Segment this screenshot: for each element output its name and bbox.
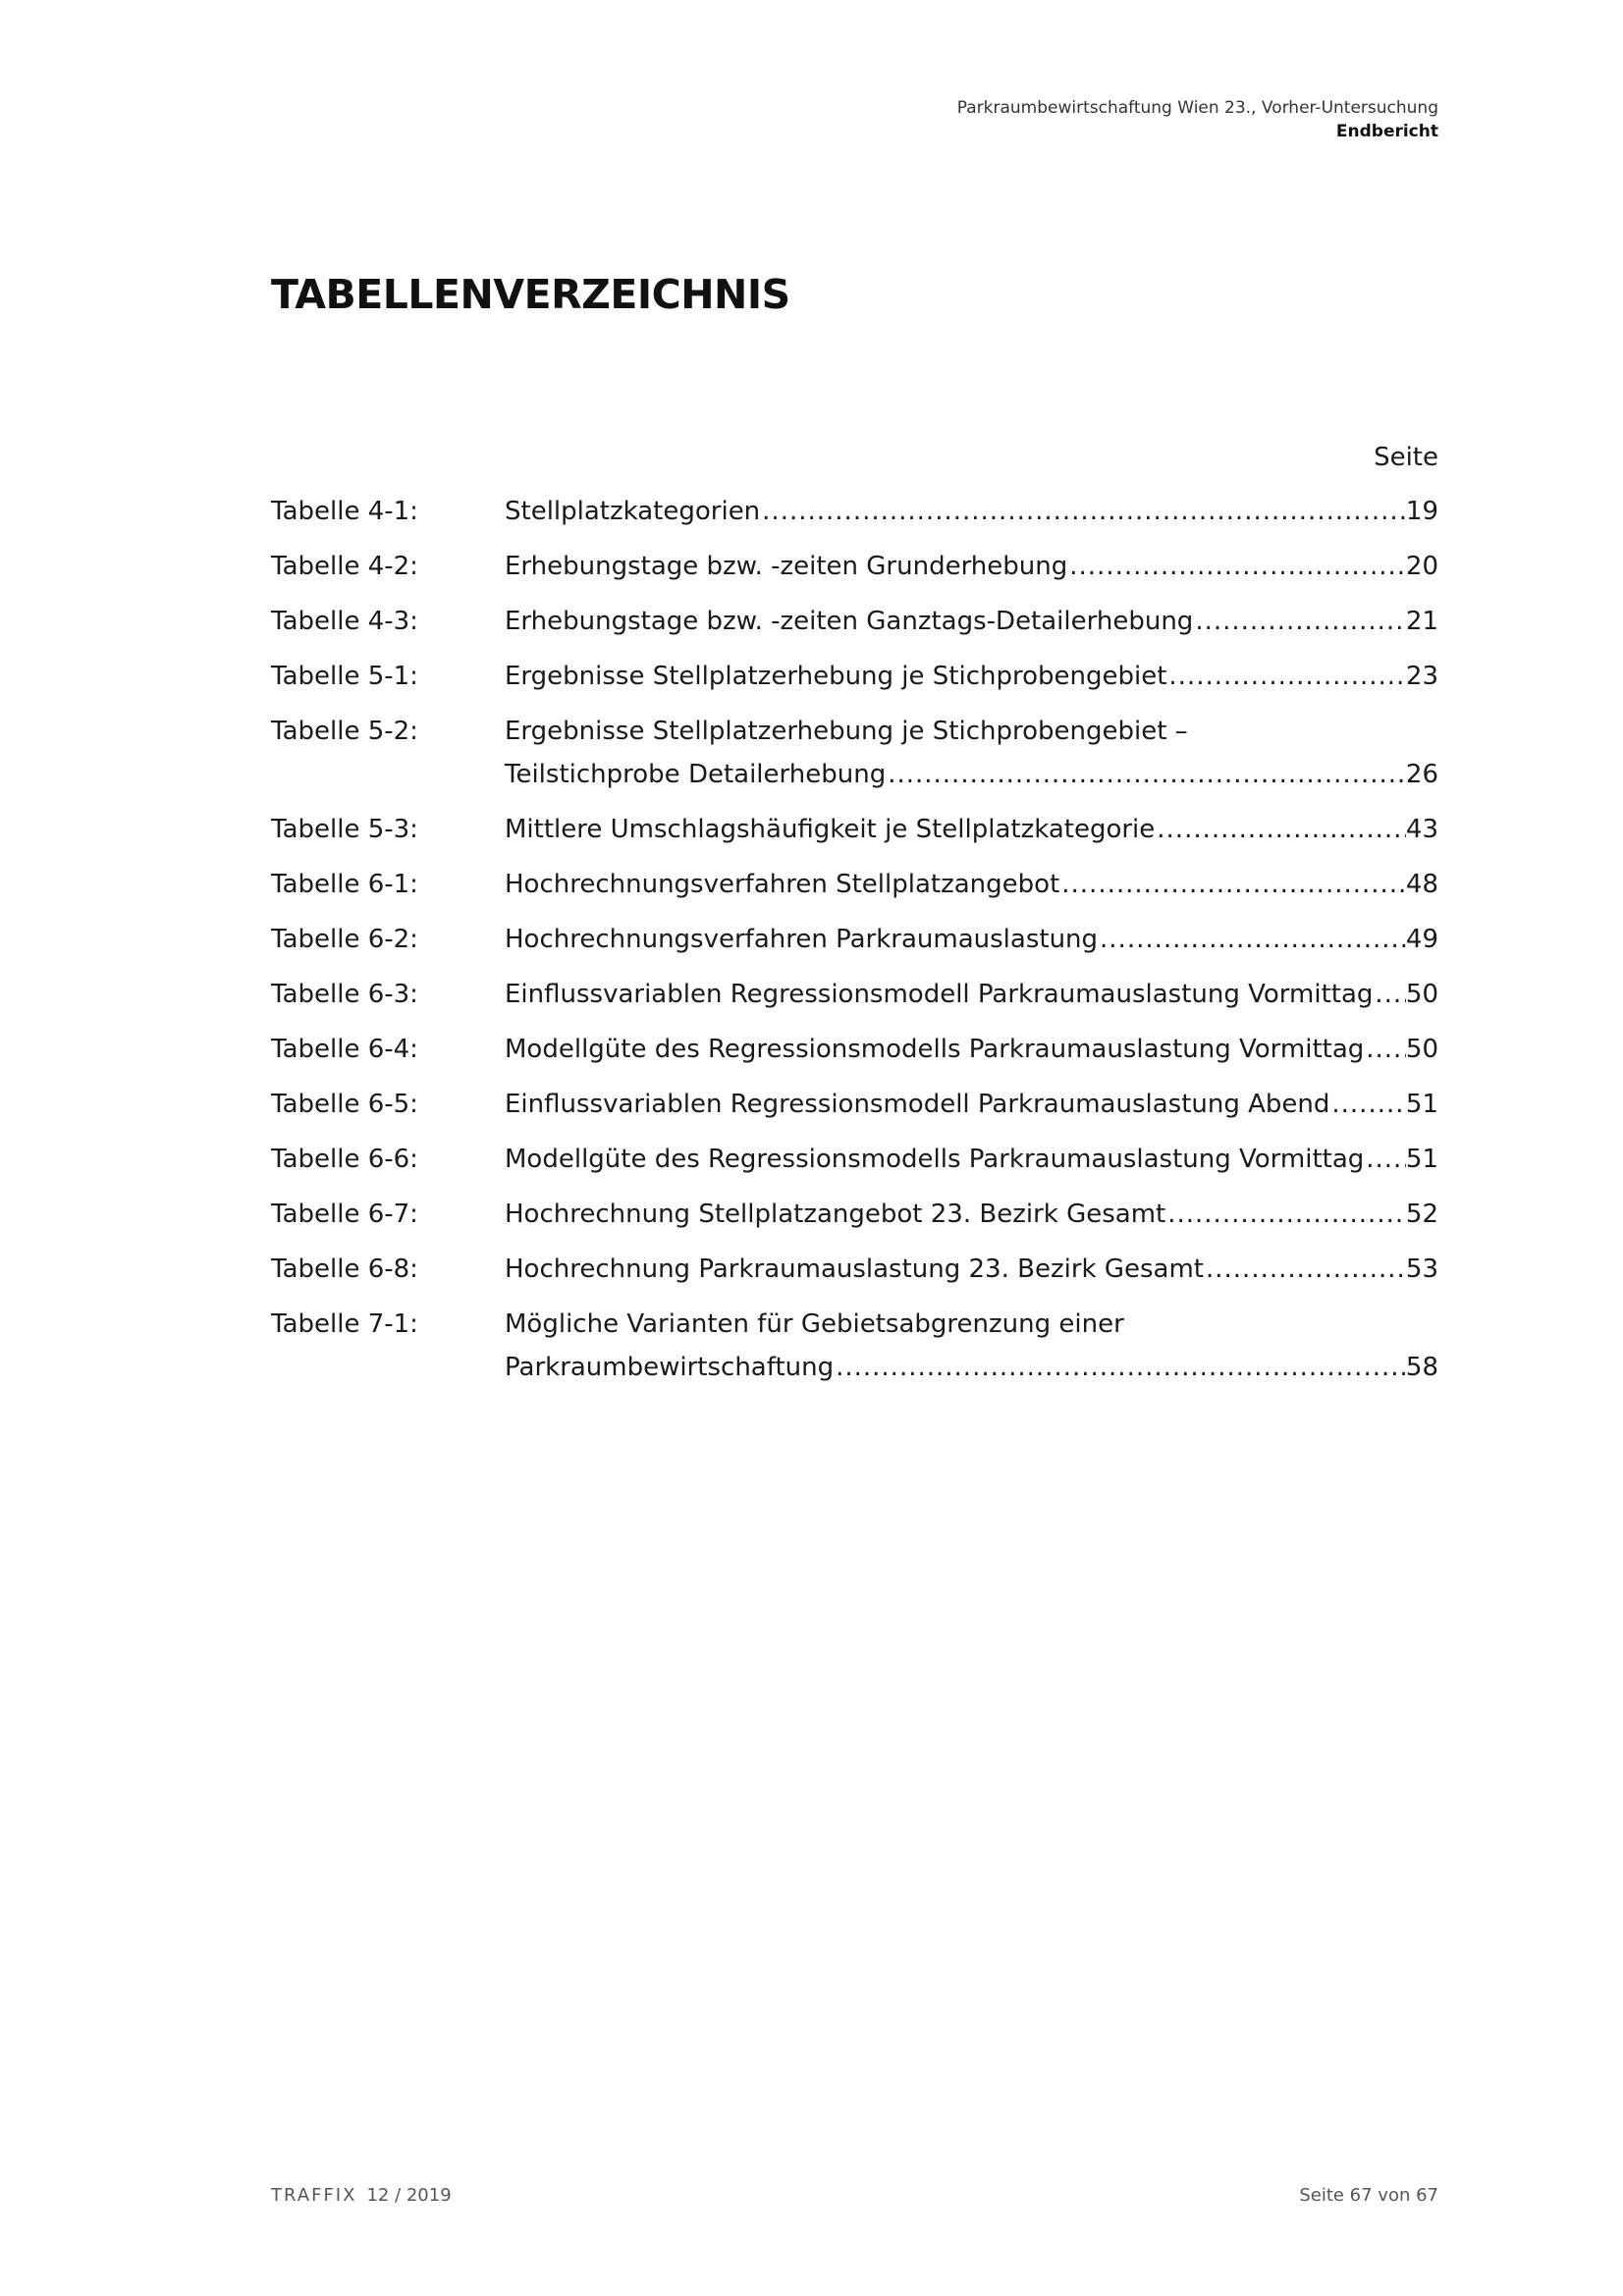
toc-entry-text: Erhebungstage bzw. -zeiten Grunderhebung [505,552,1068,581]
toc-entry[interactable] [271,1028,1438,1071]
toc-entry-page: 21 [1405,607,1438,636]
toc-entry-page: 51 [1405,1145,1438,1174]
dot-leader [1098,918,1406,961]
toc-entry-label: Tabelle 7-1: [271,1309,418,1339]
toc-entry-text: Teilstichprobe Detailerhebung [505,760,887,789]
dot-leader [1204,1248,1406,1291]
toc-entry-text: Erhebungstage bzw. -zeiten Ganztags-Detailerhebung [505,607,1194,636]
toc-entry[interactable] [271,1248,1438,1291]
toc-entry-label: Tabelle 6-1: [271,870,418,899]
toc-entry-label: Tabelle 4-3: [271,607,418,636]
dot-leader [1067,545,1406,588]
toc-entry-page: 48 [1405,870,1438,899]
toc-entry-title [505,863,1438,906]
toc-entry-title [505,1248,1438,1291]
toc-entry-line [505,753,1438,796]
toc-entry[interactable] [271,1193,1438,1236]
toc-entry-label: Tabelle 5-3: [271,815,418,844]
footer-page-number: Seite 67 von 67 [1299,2185,1438,2206]
toc-entry-page: 20 [1405,552,1438,581]
toc-entry-label: Tabelle 6-8: [271,1255,418,1284]
toc-entry-page: 52 [1405,1200,1438,1229]
toc-entry-text: Hochrechnungsverfahren Stellplatzangebot [505,870,1060,899]
toc-entry-label: Tabelle 6-2: [271,925,418,954]
table-of-tables [271,436,1438,1401]
toc-entry-text: Modellgüte des Regressionsmodells Parkraumauslastung Vormittag [505,1035,1365,1064]
toc-entry-title [505,1083,1438,1126]
dot-leader [1193,600,1406,643]
toc-entries [271,490,1438,1389]
toc-entry-page: 26 [1405,760,1438,789]
toc-entry-page: 50 [1405,1035,1438,1064]
toc-entry-text: Mögliche Varianten für Gebietsabgrenzung einer [505,1309,1124,1339]
toc-entry[interactable] [271,1083,1438,1126]
toc-entry-title [505,710,1438,796]
header-report-type: Endbericht [1335,122,1438,141]
toc-entry-label: Tabelle 4-2: [271,552,418,581]
toc-entry-line [505,1248,1438,1291]
dot-leader [1166,655,1406,698]
toc-entry[interactable] [271,1138,1438,1181]
toc-entry-text: Einflussvariablen Regressionsmodell Parkraumauslastung Vormittag [505,980,1374,1009]
running-header [957,96,1438,143]
toc-entry-line [505,655,1438,698]
dot-leader [760,490,1406,533]
toc-entry-text: Hochrechnung Stellplatzangebot 23. Bezirk Gesamt [505,1200,1166,1229]
toc-entry[interactable] [271,710,1438,796]
toc-entry-title [505,973,1438,1016]
toc-entry-label: Tabelle 4-1: [271,497,418,526]
toc-entry-text: Hochrechnung Parkraumauslastung 23. Bezirk Gesamt [505,1255,1204,1284]
toc-entry[interactable] [271,808,1438,851]
toc-entry-title [505,655,1438,698]
dot-leader [1329,1083,1406,1126]
toc-entry-text: Einflussvariablen Regressionsmodell Parkraumauslastung Abend [505,1090,1330,1119]
toc-entry-line [505,1083,1438,1126]
dot-leader [1373,973,1406,1016]
toc-entry-line [505,1138,1438,1181]
toc-entry[interactable] [271,973,1438,1016]
toc-entry-label: Tabelle 6-5: [271,1090,418,1119]
toc-entry-page: 58 [1405,1353,1438,1382]
dot-leader [1155,808,1406,851]
page-column-header: Seite [1374,443,1438,472]
toc-entry-title [505,808,1438,851]
toc-entry-line [505,600,1438,643]
dot-leader [834,1346,1406,1389]
toc-entry-title [505,545,1438,588]
toc-entry-label: Tabelle 5-2: [271,717,418,746]
toc-entry[interactable] [271,545,1438,588]
toc-entry-line [505,918,1438,961]
toc-entry-label: Tabelle 5-1: [271,662,418,691]
toc-entry[interactable] [271,655,1438,698]
toc-entry-line [505,808,1438,851]
toc-entry-title [505,1193,1438,1236]
toc-entry-line [505,545,1438,588]
dot-leader [1364,1138,1406,1181]
dot-leader [1165,1193,1406,1236]
footer-brand [271,2185,452,2206]
toc-entry[interactable] [271,918,1438,961]
footer-company: TRAFFIX [271,2185,357,2206]
toc-entry[interactable] [271,1303,1438,1389]
toc-entry-title [505,600,1438,643]
toc-entry-page: 23 [1405,662,1438,691]
toc-entry-page: 51 [1405,1090,1438,1119]
toc-entry-title [505,918,1438,961]
dot-leader [886,753,1406,796]
toc-entry-line [505,1303,1438,1346]
toc-entry-text: Ergebnisse Stellplatzerhebung je Stichprobengebiet – [505,717,1188,746]
toc-entry-title [505,1138,1438,1181]
toc-entry-label: Tabelle 6-7: [271,1200,418,1229]
toc-entry-line [505,1193,1438,1236]
toc-entry-text: Modellgüte des Regressionsmodells Parkraumauslastung Vormittag [505,1145,1365,1174]
toc-entry-label: Tabelle 6-4: [271,1035,418,1064]
toc-entry-text: Mittlere Umschlagshäufigkeit je Stellplatzkategorie [505,815,1156,844]
header-document-title: Parkraumbewirtschaftung Wien 23., Vorher-Untersuchung [956,98,1438,118]
toc-entry-text: Stellplatzkategorien [505,497,761,526]
page-title: TABELLENVERZEICHNIS [271,271,790,318]
toc-entry[interactable] [271,863,1438,906]
toc-entry-title [505,1303,1438,1389]
toc-entry-label: Tabelle 6-3: [271,980,418,1009]
toc-entry-text: Hochrechnungsverfahren Parkraumauslastung [505,925,1099,954]
toc-entry-line [505,490,1438,533]
toc-entry-label: Tabelle 6-6: [271,1145,418,1174]
dot-leader [1059,863,1406,906]
toc-entry-line [505,1028,1438,1071]
toc-entry-page: 50 [1405,980,1438,1009]
toc-entry[interactable] [271,600,1438,643]
toc-entry-page: 19 [1405,497,1438,526]
toc-entry-page: 49 [1405,925,1438,954]
toc-entry-line [505,973,1438,1016]
toc-entry-title [505,490,1438,533]
toc-entry-line [505,1346,1438,1389]
footer-date: 12 / 2019 [366,2185,452,2206]
toc-entry-text: Parkraumbewirtschaftung [505,1353,835,1382]
toc-entry[interactable] [271,490,1438,533]
toc-entry-text: Ergebnisse Stellplatzerhebung je Stichprobengebiet [505,662,1167,691]
toc-entry-page: 43 [1405,815,1438,844]
toc-entry-page: 53 [1405,1255,1438,1284]
dot-leader [1364,1028,1406,1071]
toc-entry-line [505,863,1438,906]
toc-entry-line [505,710,1438,753]
toc-entry-title [505,1028,1438,1071]
